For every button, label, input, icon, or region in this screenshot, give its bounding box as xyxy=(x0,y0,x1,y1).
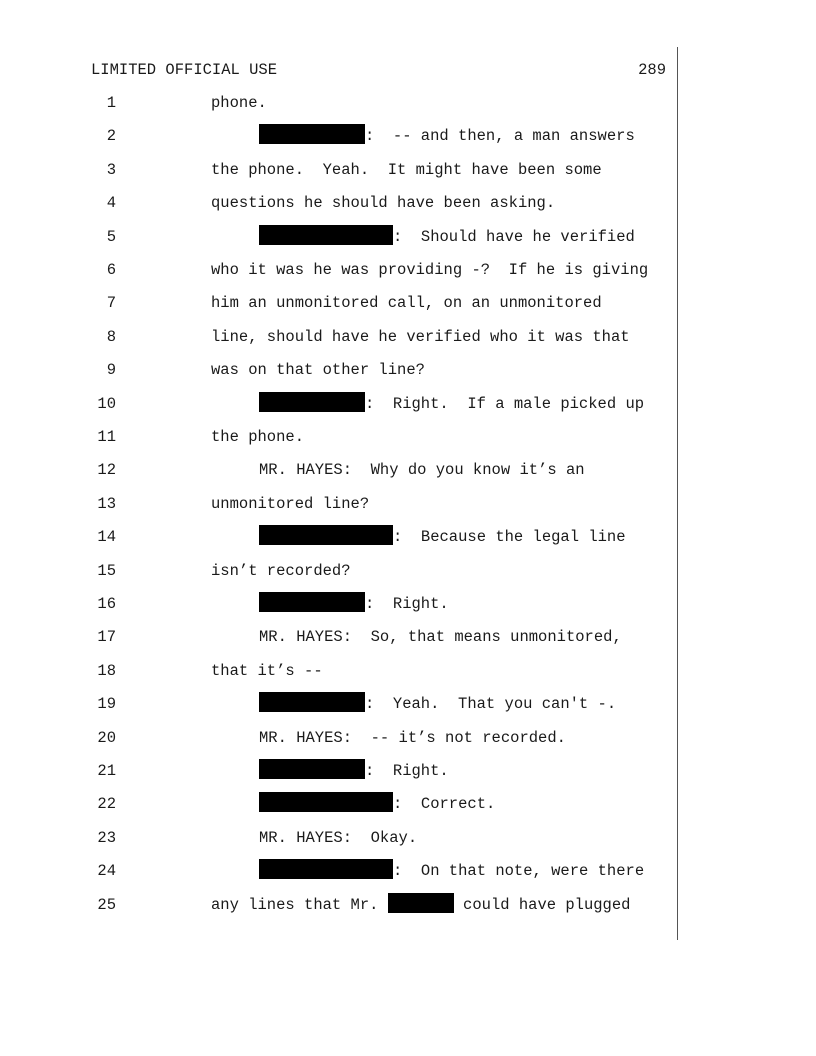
line-text-segment: : Because the legal line xyxy=(393,528,626,547)
line-number: 15 xyxy=(97,561,116,580)
transcript-line xyxy=(0,392,676,416)
redaction-block xyxy=(259,592,365,612)
transcript-line xyxy=(0,225,676,249)
line-number: 7 xyxy=(106,294,116,313)
line-text xyxy=(259,225,635,249)
line-text-segment: : Yeah. That you can't -. xyxy=(365,695,617,714)
line-text-segment: MR. HAYES: Okay. xyxy=(259,828,418,847)
line-text xyxy=(211,291,602,315)
line-text xyxy=(211,559,351,583)
line-text-segment: was on that other line? xyxy=(211,361,425,380)
line-text xyxy=(211,191,555,215)
redaction-block xyxy=(259,792,393,812)
transcript-line xyxy=(0,492,676,516)
transcript-line xyxy=(0,124,676,148)
line-text-segment: : Should have he verified xyxy=(393,227,635,246)
transcript-line xyxy=(0,425,676,449)
transcript-line xyxy=(0,792,676,816)
line-number: 10 xyxy=(97,394,116,413)
transcript-line xyxy=(0,659,676,683)
line-text-segment: MR. HAYES: So, that means unmonitored, xyxy=(259,628,622,647)
line-text xyxy=(259,458,585,482)
line-number: 1 xyxy=(106,94,116,112)
redaction-block xyxy=(259,859,393,879)
line-number: 14 xyxy=(97,528,116,547)
line-number: 23 xyxy=(97,828,116,847)
line-number: 19 xyxy=(97,695,116,714)
transcript-line xyxy=(0,258,676,282)
redaction-block xyxy=(388,893,454,913)
line-text xyxy=(211,325,630,349)
line-text-segment: unmonitored line? xyxy=(211,494,370,513)
redaction-block xyxy=(259,759,365,779)
line-number: 17 xyxy=(97,628,116,647)
line-number: 5 xyxy=(106,227,116,246)
transcript-line xyxy=(0,559,676,583)
line-number: 11 xyxy=(97,428,116,446)
transcript-line xyxy=(0,158,676,182)
line-number: 12 xyxy=(97,461,116,480)
line-number: 4 xyxy=(106,194,116,213)
line-text-segment: that it’s -- xyxy=(211,661,323,680)
line-text xyxy=(211,893,630,917)
transcript-line xyxy=(0,826,676,850)
line-number: 21 xyxy=(97,762,116,780)
transcript-line xyxy=(0,625,676,649)
line-text xyxy=(259,859,644,883)
line-text xyxy=(211,425,304,449)
redaction-block xyxy=(259,692,365,712)
transcript-line xyxy=(0,692,676,716)
line-text xyxy=(211,492,369,516)
line-text xyxy=(211,659,323,683)
line-text-segment: questions he should have been asking. xyxy=(211,194,556,213)
redaction-block xyxy=(259,525,393,545)
line-text xyxy=(259,392,644,416)
line-text-segment: the phone. Yeah. It might have been some xyxy=(211,160,602,179)
page-header-classification: LIMITED OFFICIAL USE xyxy=(91,61,278,79)
line-number: 13 xyxy=(97,494,116,513)
line-text-segment: : -- and then, a man answers xyxy=(365,127,635,146)
transcript-line xyxy=(0,325,676,349)
line-number: 8 xyxy=(106,327,116,346)
page-number: 289 xyxy=(638,61,666,79)
line-text-segment: line, should have he verified who it was that xyxy=(211,327,630,346)
line-text xyxy=(259,759,449,783)
line-text-segment: : Right. xyxy=(365,762,449,780)
line-text xyxy=(259,625,622,649)
line-text xyxy=(211,258,648,282)
transcript-line xyxy=(0,525,676,549)
line-number: 25 xyxy=(97,895,116,914)
line-text xyxy=(259,726,566,750)
line-text-segment: MR. HAYES: Why do you know it’s an xyxy=(259,461,585,480)
line-text xyxy=(259,525,626,549)
line-text-segment: isn’t recorded? xyxy=(211,561,351,580)
line-number: 3 xyxy=(106,160,116,179)
transcript-line xyxy=(0,759,676,783)
line-text-segment: him an unmonitored call, on an unmonitored xyxy=(211,294,602,313)
line-text-segment: the phone. xyxy=(211,428,305,446)
line-number: 18 xyxy=(97,661,116,680)
line-text-segment: any lines that Mr. xyxy=(211,895,388,914)
line-text-segment: : Right. If a male picked up xyxy=(365,394,645,413)
redaction-block xyxy=(259,124,365,144)
line-text-segment: phone. xyxy=(211,94,267,112)
transcript-line xyxy=(0,726,676,750)
line-text xyxy=(259,792,495,816)
transcript-line xyxy=(0,358,676,382)
line-text xyxy=(211,358,425,382)
line-text-segment: who it was he was providing -? If he is giving xyxy=(211,261,649,279)
redaction-block xyxy=(259,392,365,412)
line-text xyxy=(211,91,267,115)
line-text-segment: could have plugged xyxy=(453,895,631,914)
transcript-line xyxy=(0,592,676,616)
transcript-line xyxy=(0,893,676,917)
line-number: 20 xyxy=(97,728,116,747)
transcript-line xyxy=(0,291,676,315)
line-number: 9 xyxy=(106,361,116,380)
transcript-line xyxy=(0,191,676,215)
line-text-segment: : Right. xyxy=(365,595,449,613)
line-text-segment: : Correct. xyxy=(393,795,496,814)
line-text xyxy=(259,692,616,716)
transcript-line xyxy=(0,458,676,482)
line-text-segment: : On that note, were there xyxy=(393,862,645,881)
redaction-block xyxy=(259,225,393,245)
line-text-segment: MR. HAYES: -- it’s not recorded. xyxy=(259,728,566,747)
line-number: 6 xyxy=(106,261,116,279)
margin-rule xyxy=(677,47,678,940)
line-text xyxy=(259,826,417,850)
line-text xyxy=(259,124,635,148)
line-number: 16 xyxy=(97,595,116,613)
line-number: 22 xyxy=(97,795,116,814)
transcript-line xyxy=(0,91,676,115)
line-number: 2 xyxy=(106,127,116,146)
line-text xyxy=(259,592,449,616)
line-text xyxy=(211,158,602,182)
line-number: 24 xyxy=(97,862,116,881)
transcript-line xyxy=(0,859,676,883)
